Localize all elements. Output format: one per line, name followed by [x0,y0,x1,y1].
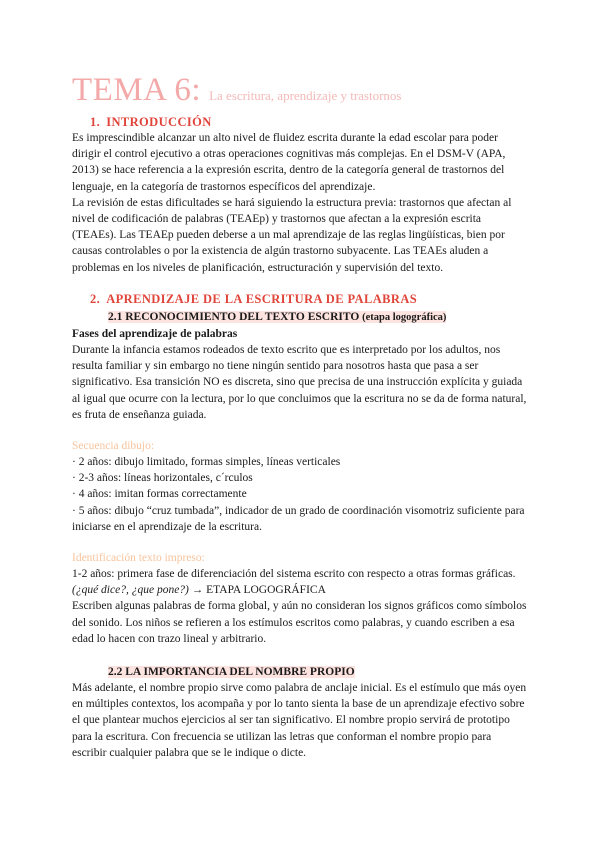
subsection-2-1-heading [72,307,528,326]
document-page [72,72,528,761]
subsection-2-2-heading [72,662,528,680]
logographic-stage-label: → ETAPA LOGOGRÁFICA [191,584,326,597]
section-1-number: 1. [90,115,101,129]
intro-paragraph-2: La revisión de estas dificultades se hará siguiendo la estructura previa: trastornos que afectan al nivel de codificación de palabras (TEAEp) y trastornos que afectan a la expresión escrita (TEAEs). Las TEAEp pueden deberse a un mal aprendizaje de las reglas lingüísticas, bien por causas controlables o por la existencia de algún trastorno subyacente. Las TEAEs aluden a problemas en los niveles de planificación, estructuración y supervisión del texto. [72,196,512,274]
section-2-title: APRENDIZAJE DE LA ESCRITURA DE PALABRAS [106,291,418,306]
identification-line-a: 1-2 años: primera fase de diferenciación del sistema escrito con respecto a otras formas gráficas. [72,568,516,581]
section-1-heading [72,114,528,130]
identification-title: Identificación texto impreso: [72,552,205,565]
drawing-item: · 2 años: dibujo limitado, formas simples, líneas verticales [72,456,341,469]
section-1-title: INTRODUCCIÓN [106,115,212,129]
identification-question: (¿qué dice?, ¿que pone?) [72,584,189,597]
drawing-item: · 2-3 años: líneas horizontales, c´rculos [72,472,253,485]
proper-name-paragraph: Más adelante, el nombre propio sirve como palabra de anclaje inicial. Es el estímulo que más oyen en múltiples contextos, los acompaña y por lo tanto sienta la base de un aprendizaje efectivo sobre el que plantear muchos ejercicios al ser tan significativo. El nombre propio servirá de prototipo para la escritura. Con frecuencia se utilizan las letras que conforman el nombre propio para escribir cualquier palabra que se le indique o dicte. [72,682,527,759]
subsection-2-1-title: 2.1 RECONOCIMIENTO DEL TEXTO ESCRITO [108,310,360,323]
drawing-sequence-title: Secuencia dibujo: [72,440,155,453]
phases-paragraph: Durante la infancia estamos rodeados de texto escrito que es interpretado por los adultos, nos resulta familiar y sin embargo no tiene ningún sentido para nosotros hasta que pasa a ser significativo. Esa transición NO es discreta, sino que precisa de una instrucción explícita y guiada al igual que ocurre con la lectura, por lo que concluimos que la escritura no se da de forma natural, es fruta de enseñanza guiada. [72,344,527,421]
drawing-item: · 5 años: dibujo “cruz tumbada”, indicador de un grado de coordinación visomotriz suficiente para iniciarse en el aprendizaje de la escritura. [72,504,525,533]
subsection-2-1-tag: (etapa logográfica) [362,311,447,323]
subsection-2-2-title: 2.2 LA IMPORTANCIA DEL NOMBRE PROPIO [108,666,355,679]
drawing-item: · 4 años: imitan formas correctamente [72,488,247,501]
title-subtitle: La escritura, aprendizaje y trastornos [209,88,402,103]
phases-title: Fases del aprendizaje de palabras [72,327,238,340]
section-2-heading [72,291,528,307]
identification-paragraph-2: Escriben algunas palabras de forma global, y aún no consideran los signos gráficos como símbolos del sonido. Los niños se refieren a los estímulos escritos como palabras, y cuando escriben a esa edad lo hacen con trazo lineal y arbitrario. [72,600,527,645]
title-main: TEMA 6: [72,72,202,108]
section-2-number: 2. [90,291,101,306]
intro-paragraph-1: Es imprescindible alcanzar un alto nivel de fluidez escrita durante la edad escolar para poder dirigir el control ejecutivo a otras operaciones cognitivas más complejas. En el DSM-V (APA, 2013) se hace referencia a la expresión escrita, dentro de la categoría general de trastornos del lenguaje, en la categoría de trastornos específicos del aprendizaje. [72,132,506,193]
document-title [72,72,528,114]
identification-paragraph-1 [72,566,528,598]
